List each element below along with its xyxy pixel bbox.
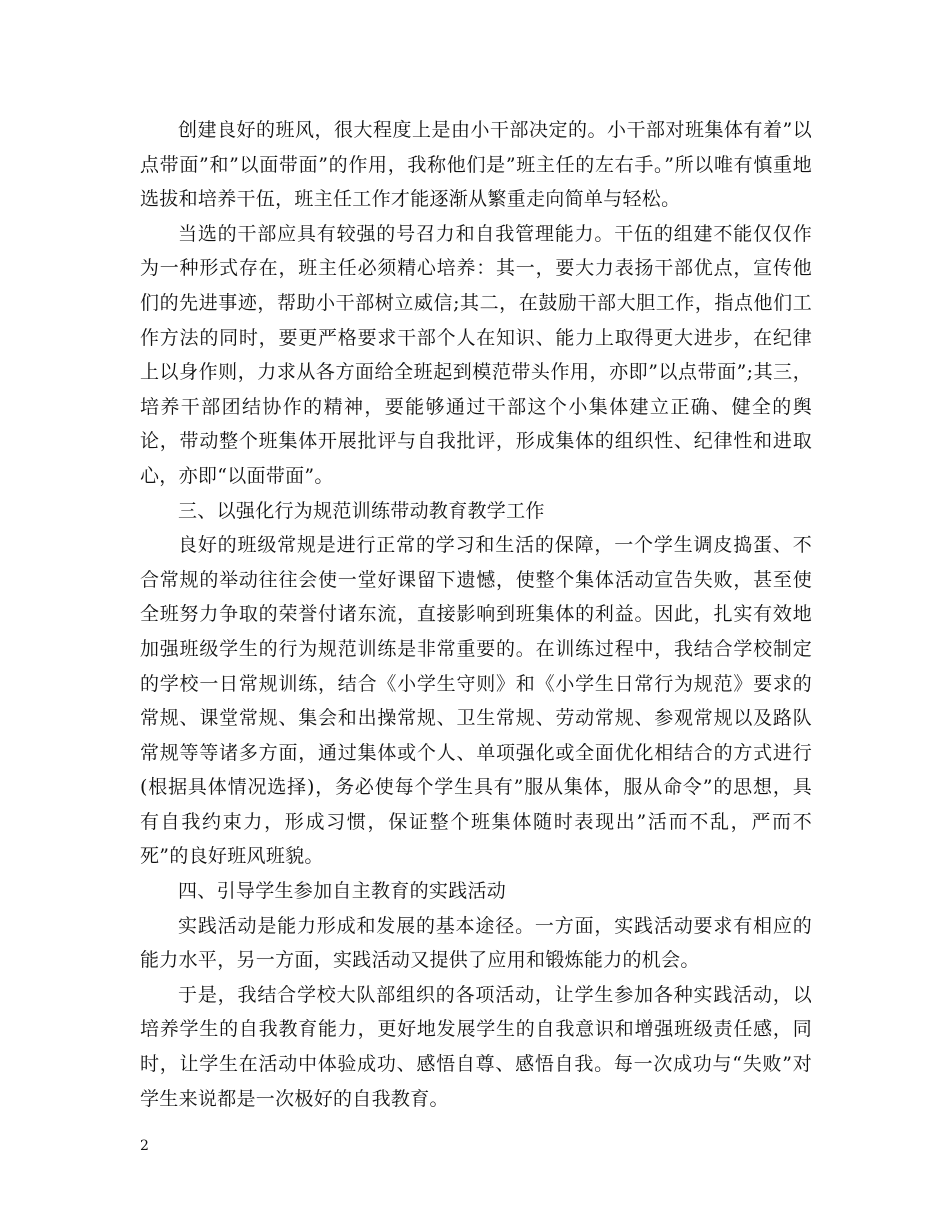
page-body <box>140 113 812 1116</box>
paragraph-cadre-training: 当选的干部应具有较强的号召力和自我管理能力。干伍的组建不能仅仅作为一种形式存在，班主任必须精心培养：其一，要大力表扬干部优点，宣传他们的先进事迹，帮助小干部树立威信;其二，在鼓励干部大胆工作，指点他们工作方法的同时，要更严格要求干部个人在知识、能力上取得更大进步，在纪律上以身作则，力求从各方面给全班起到模范带头作用，亦即”以点带面”;其三，培养干部团结协作的精神，要能够通过干部这个小集体建立正确、健全的舆论，带动整个班集体开展批评与自我批评，形成集体的组织性、纪律性和进取心，亦即“以面带面”。 <box>140 222 812 487</box>
paragraph-class-leaders-intro: 创建良好的班风，很大程度上是由小干部决定的。小干部对班集体有着”以点带面”和”以面带面”的作用，我称他们是”班主任的左右手。”所以唯有慎重地选拔和培养干伍，班主任工作才能逐渐从繁重走向简单与轻松。 <box>140 119 812 211</box>
page-number: 2 <box>140 1138 149 1154</box>
section-heading-3: 三、以强化行为规范训练带动教育教学工作 <box>178 499 545 522</box>
paragraph-practice-activities: 实践活动是能力形成和发展的基本途径。一方面，实践活动要求有相应的能力水平，另一方面，实践活动又提供了应用和锻炼能力的机会。 <box>140 914 812 972</box>
paragraph-self-education: 于是，我结合学校大队部组织的各项活动，让学生参加各种实践活动，以培养学生的自我教育能力，更好地发展学生的自我意识和增强班级责任感，同时，让学生在活动中体验成功、感悟自尊、感悟自我。每一次成功与“失败”对学生来说都是一次极好的自我教育。 <box>140 983 812 1110</box>
paragraph-behavior-norms: 良好的班级常规是进行正常的学习和生活的保障，一个学生调皮捣蛋、不合常规的举动往往会使一堂好课留下遗憾，使整个集体活动宣告失败，甚至使全班努力争取的荣誉付诸东流，直接影响到班集体的利益。因此，扎实有效地加强班级学生的行为规范训练是非常重要的。在训练过程中，我结合学校制定的学校一日常规训练，结合《小学生守则》和《小学生日常行为规范》要求的常规、课堂常规、集会和出操常规、卫生常规、劳动常规、参观常规以及路队常规等等诸多方面，通过集体或个人、单项强化或全面优化相结合的方式进行(根据具体情况选择)，务必使每个学生具有”服从集体，服从命令”的思想，具有自我约束力，形成习惯，保证整个班集体随时表现出”活而不乱，严而不死”的良好班风班貌。 <box>140 534 812 868</box>
section-heading-4: 四、引导学生参加自主教育的实践活动 <box>178 880 507 903</box>
